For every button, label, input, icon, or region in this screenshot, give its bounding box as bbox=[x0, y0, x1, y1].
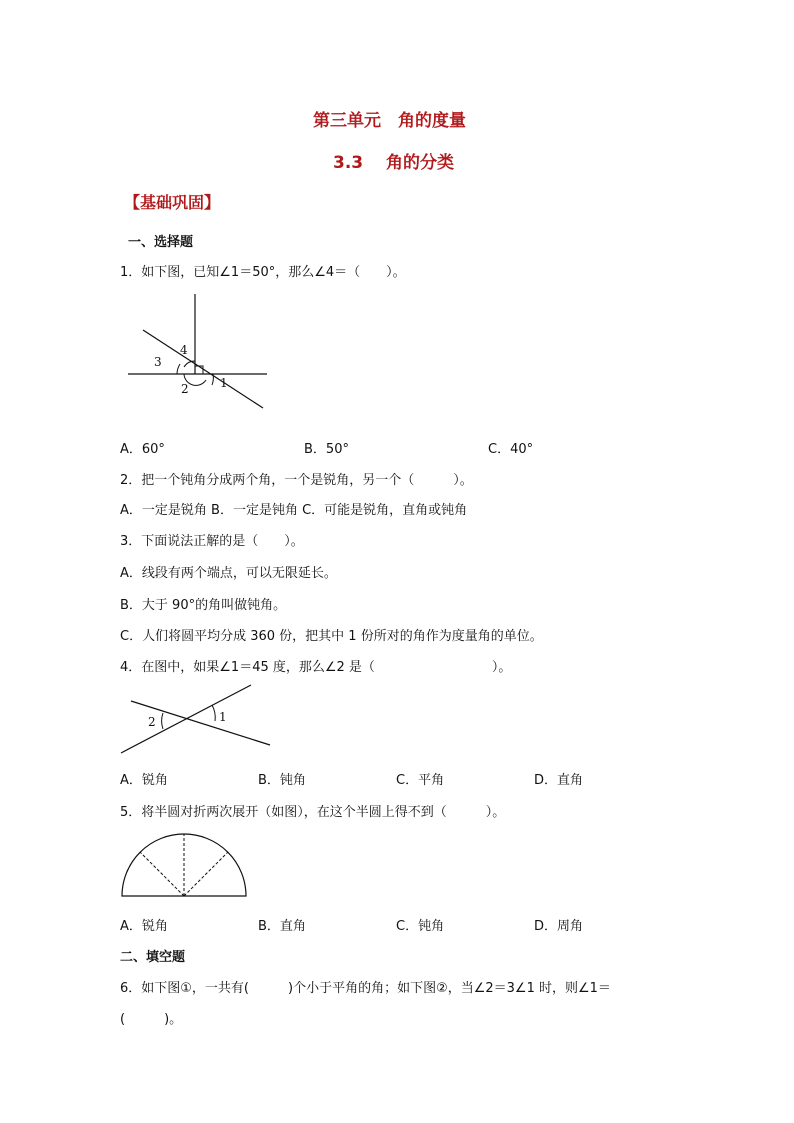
q4-option-a[interactable]: A．锐角 bbox=[120, 773, 168, 788]
q3-option-a[interactable]: A．线段有两个端点，可以无限延长。 bbox=[120, 566, 337, 581]
q1-text: 1．如下图，已知∠1＝50°，那么∠4＝（ ）。 bbox=[120, 265, 406, 280]
part1-heading: 一、选择题 bbox=[128, 235, 194, 250]
q3-text: 3．下面说法正解的是（ ）。 bbox=[120, 534, 304, 549]
q3-option-b[interactable]: B．大于 90°的角叫做钝角。 bbox=[120, 598, 287, 613]
q5-fold-right bbox=[184, 852, 228, 896]
q5-option-c[interactable]: C．钝角 bbox=[396, 919, 445, 934]
q4-option-b[interactable]: B．钝角 bbox=[258, 773, 306, 788]
q1-angle-arc-4 bbox=[184, 361, 195, 367]
q4-option-d[interactable]: D．直角 bbox=[534, 773, 584, 788]
q4-angle-arc-1 bbox=[212, 705, 215, 721]
q5-figure bbox=[116, 828, 256, 902]
q5-option-d[interactable]: D．周角 bbox=[534, 919, 584, 934]
q4-option-c[interactable]: C．平角 bbox=[396, 773, 445, 788]
q1-label-1: 1 bbox=[220, 376, 228, 390]
q4-angle-arc-2 bbox=[162, 713, 163, 729]
q1-label-4: 4 bbox=[180, 343, 188, 357]
q5-option-b[interactable]: B．直角 bbox=[258, 919, 306, 934]
q1-angle-arc-3 bbox=[177, 364, 180, 374]
q6-line2: ( )。 bbox=[120, 1012, 183, 1027]
q4-label-1: 1 bbox=[219, 710, 227, 724]
part2-heading: 二、填空题 bbox=[120, 950, 186, 965]
lesson-title: 3.3 角的分类 bbox=[333, 153, 455, 173]
q1-figure bbox=[120, 290, 280, 415]
q2-options[interactable]: A．一定是锐角 B．一定是钝角 C．可能是锐角，直角或钝角 bbox=[120, 503, 468, 518]
q2-text: 2．把一个钝角分成两个角，一个是锐角，另一个（ ）。 bbox=[120, 473, 473, 488]
q6-line1: 6．如下图①，一共有( )个小于平角的角；如下图②，当∠2＝3∠1 时，则∠1＝ bbox=[120, 981, 611, 996]
q4-label-2: 2 bbox=[148, 715, 156, 729]
unit-title: 第三单元 角的度量 bbox=[313, 111, 466, 131]
q1-right-angle-mark bbox=[195, 366, 203, 374]
q1-label-3: 3 bbox=[154, 355, 162, 369]
q3-option-c[interactable]: C．人们将圆平均分成 360 份，把其中 1 份所对的角作为度量角的单位。 bbox=[120, 629, 543, 644]
q1-option-a[interactable]: A．60° bbox=[120, 442, 165, 457]
q4-figure bbox=[115, 680, 280, 760]
q1-option-c[interactable]: C．40° bbox=[488, 442, 534, 457]
q5-fold-left bbox=[140, 852, 184, 896]
q1-label-2: 2 bbox=[181, 382, 189, 396]
q5-text: 5．将半圆对折两次展开（如图），在这个半圆上得不到（ ）。 bbox=[120, 805, 506, 820]
q4-text: 4．在图中，如果∠1＝45 度，那么∠2 是（ ）。 bbox=[120, 660, 512, 675]
q1-option-b[interactable]: B．50° bbox=[304, 442, 349, 457]
q5-option-a[interactable]: A．锐角 bbox=[120, 919, 168, 934]
section-heading: 【基础巩固】 bbox=[124, 193, 221, 212]
